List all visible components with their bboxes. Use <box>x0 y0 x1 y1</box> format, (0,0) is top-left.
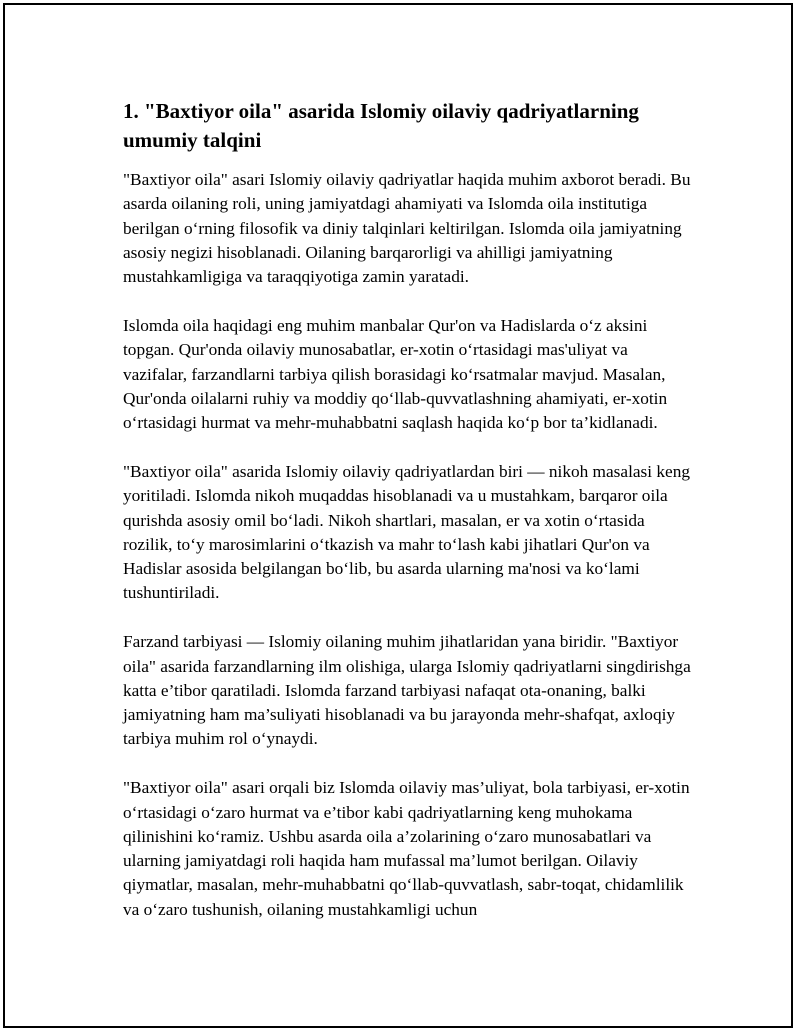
paragraph-2: Islomda oila haqidagi eng muhim manbalar Qur'on va Hadislarda o‘z aksini topgan. Qur'onda oilaviy munosabatlar, er-xotin o‘rtasidagi mas'uliyat va vazifalar, farzandlarni tarbiya qilish borasidagi ko‘rsatmalar mavjud. Masalan, Qur'onda oilalarni ruhiy va moddiy qo‘llab-quvvatlashning ahamiyati, er-xotin o‘rtasidagi hurmat va mehr-muhabbatni saqlash haqida ko‘p bor ta’kidlanadi. <box>123 315 668 433</box>
page-frame <box>3 3 793 1028</box>
document-body <box>123 97 695 947</box>
section-heading: 1. "Baxtiyor oila" asarida Islomiy oilaviy qadriyatlarning umumiy talqini <box>123 99 639 152</box>
paragraph-5: "Baxtiyor oila" asari orqali biz Islomda oilaviy mas’uliyat, bola tarbiyasi, er-xotin o‘rtasidagi o‘zaro hurmat va e’tibor kabi qadriyatlarning keng muhokama qilinishini ko‘ramiz. Ushbu asarda oila a’zolarining o‘zaro munosabatlari va ularning jamiyatdagi roli haqida ham mufassal ma’lumot berilgan. Oilaviy qiymatlar, masalan, mehr-muhabbatni qo‘llab-quvvatlash, sabr-toqat, chidamlilik va o‘zaro tushunish, oilaning mustahkamligi uchun <box>123 778 690 919</box>
paragraph-1: "Baxtiyor oila" asari Islomiy oilaviy qadriyatlar haqida muhim axborot beradi. Bu asarda oilaning roli, uning jamiyatdagi ahamiyati va Islomda oila institutiga berilgan o‘rning filosofik va diniy talqinlari keltirilgan. Islomda oila jamiyatning asosiy negizi hisoblanadi. Oilaning barqarorligi va ahilligi jamiyatning mustahkamligiga va taraqqiyotiga zamin yaratadi. <box>123 170 691 287</box>
paragraph-3: "Baxtiyor oila" asarida Islomiy oilaviy qadriyatlardan biri — nikoh masalasi keng yoritiladi. Islomda nikoh muqaddas hisoblanadi va u mustahkam, barqaror oila qurishda asosiy omil bo‘ladi. Nikoh shartlari, masalan, er va xotin o‘rtasida rozilik, to‘y marosimlarini o‘tkazish va mahr to‘lash kabi jihatlari Qur'on va Hadislar asosida belgilangan bo‘lib, bu asarda ularning ma'nosi va ko‘lami tushuntiriladi. <box>123 461 690 603</box>
paragraph-4: Farzand tarbiyasi — Islomiy oilaning muhim jihatlaridan yana biridir. "Baxtiyor oila" asarida farzandlarning ilm olishiga, ularga Islomiy qadriyatlarni singdirishga katta e’tibor qaratiladi. Islomda farzand tarbiyasi nafaqat ota-onaning, balki jamiyatning ham ma’suliyati hisoblanadi va bu jarayonda mehr-shafqat, axloqiy tarbiya muhim rol o‘ynaydi. <box>123 632 691 749</box>
